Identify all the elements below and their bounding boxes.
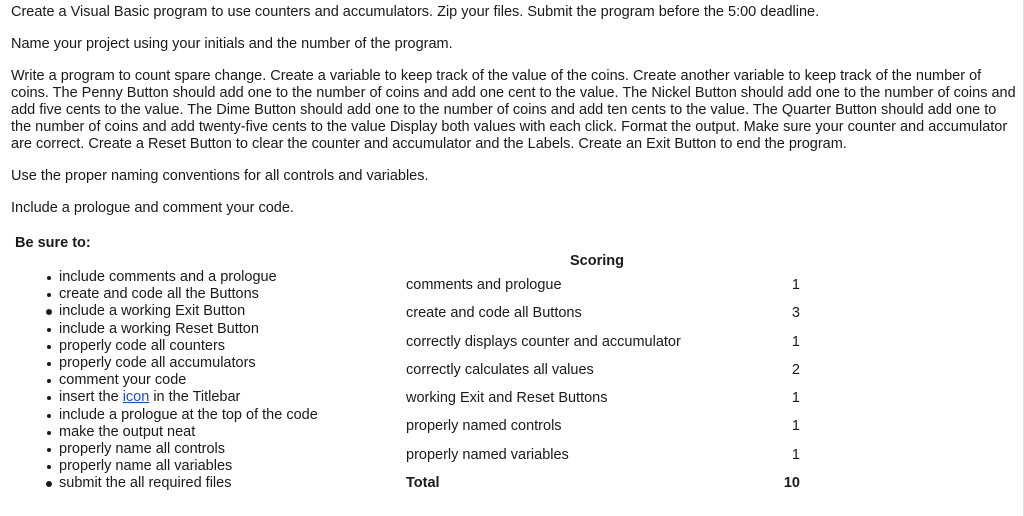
list-item [40,372,318,389]
scoring-points: 1 [791,446,800,463]
list-item-text: submit the all required files [59,475,232,492]
checklist [40,269,318,492]
list-item-suffix: in the Titlebar [149,389,241,406]
list-item [40,303,318,320]
list-item [40,338,318,355]
table-row [406,328,800,356]
list-item-text: properly code all accumulators [59,354,256,371]
list-item-text: create and code all the Buttons [59,286,259,303]
list-item-text: include a prologue at the top of the code [59,406,318,423]
scoring-points: 1 [791,333,800,350]
table-row-total [406,469,800,497]
scoring-criterion: properly named controls [406,418,562,435]
icon-link[interactable]: icon [122,389,150,406]
list-item [40,407,318,424]
list-item-text: comment your code [59,372,187,389]
scoring-points: 1 [791,390,800,407]
scoring-points: 3 [791,305,800,322]
scoring-points: 2 [791,361,800,378]
scoring-points: 1 [791,418,800,435]
instruction-project-name: Name your project using your initials and the number of the program. [11,36,453,52]
instruction-prologue: Include a prologue and comment your code. [11,200,294,216]
scoring-total-points: 10 [783,475,800,492]
scoring-criterion: working Exit and Reset Buttons [406,390,608,407]
list-item-text: include comments and a prologue [59,269,277,285]
scoring-criterion: comments and prologue [406,277,562,293]
list-item-text: properly name all variables [59,458,233,475]
scoring-points: 1 [791,277,800,293]
table-row [406,356,800,384]
scoring-criterion: create and code all Buttons [406,305,582,322]
list-item [40,355,318,372]
list-item-text: properly code all counters [59,337,226,354]
scoring-title: Scoring [570,253,624,269]
table-row [406,299,800,327]
table-row [406,384,800,412]
list-item [40,475,318,492]
instruction-program-description: Write a program to count spare change. Create a variable to keep track of the value of the coins. Create another variable to keep track of the number of coins. The Penny Button should add one to the number of coins and add one cent to the value. The Nickel Button should add one to the number of coins and add five cents to the value. The Dime Button should add one to the number of coins and add ten cents to the value. The Quarter Button should add one to the number of coins and add twenty-five cents to the value Display both values with each click. Format the output. Make sure your counter and accumulator are correct. Create a Reset Button to clear the counter and accumulator and the Labels. Create an Exit Button to end the program. [11,68,1016,152]
scoring-criterion: correctly calculates all values [406,361,594,378]
list-item [40,424,318,441]
table-row [406,441,800,469]
list-item [40,286,318,303]
scoring-criterion: properly named variables [406,446,569,463]
checklist-heading: Be sure to: [15,235,91,251]
scoring-table [406,271,800,497]
list-item-text: properly name all controls [59,440,226,457]
instruction-deadline: Create a Visual Basic program to use counters and accumulators. Zip your files. Submit the program before the 5:00 deadline. [11,4,820,20]
list-item-text: include a working Reset Button [59,320,259,337]
list-item [40,441,318,458]
list-item [40,389,318,406]
list-item-text: insert the [59,389,119,406]
table-row [406,412,800,440]
list-item [40,321,318,338]
list-item-text: include a working Exit Button [59,303,246,320]
scoring-criterion: correctly displays counter and accumulator [406,333,681,350]
list-item-text: make the output neat [59,423,196,440]
table-row [406,271,800,299]
list-item [40,458,318,475]
instruction-naming-conventions: Use the proper naming conventions for all controls and variables. [11,168,429,184]
scoring-total-label: Total [406,475,440,492]
list-item [40,269,318,286]
